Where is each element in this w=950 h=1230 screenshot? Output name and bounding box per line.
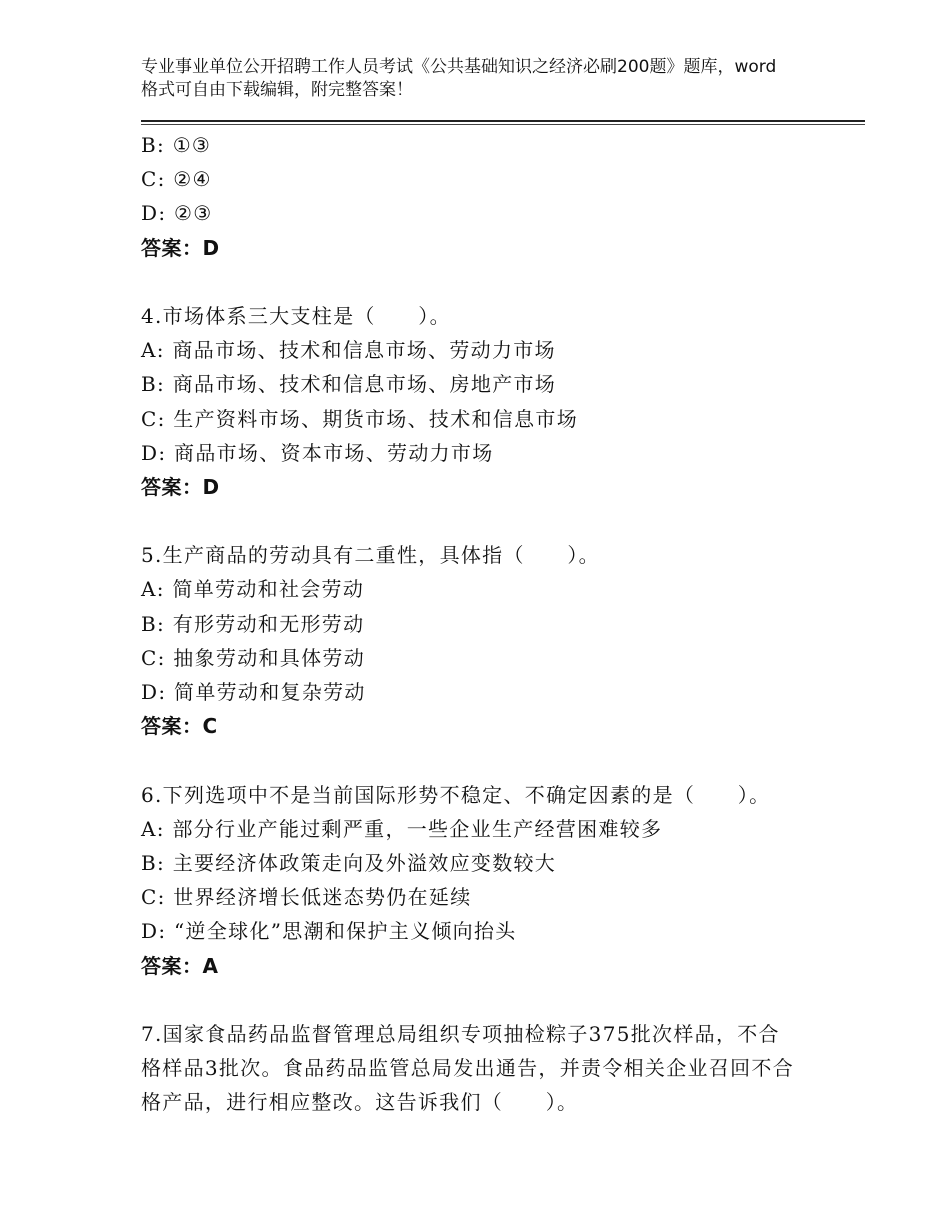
question-4 bbox=[141, 299, 801, 504]
option-a: A: 部分行业产能过剩严重，一些企业生产经营困难较多 bbox=[141, 816, 663, 841]
document-header: 专业事业单位公开招聘工作人员考试《公共基础知识之经济必刷200题》题库，word格式可自由下载编辑，附完整答案！ bbox=[141, 57, 777, 100]
header-rule-thin bbox=[141, 124, 865, 125]
question-stem: 5.生产商品的劳动具有二重性，具体指（ ）。 bbox=[141, 543, 600, 568]
option-b: B: 商品市场、技术和信息市场、房地产市场 bbox=[141, 372, 557, 397]
question-7 bbox=[141, 1017, 801, 1120]
option-d: D: “逆全球化”思潮和保护主义倾向抬头 bbox=[141, 919, 517, 944]
answer-line: 答案：D bbox=[141, 235, 220, 260]
option-d: D: 简单劳动和复杂劳动 bbox=[141, 680, 366, 704]
option-d: D: 商品市场、资本市场、劳动力市场 bbox=[141, 440, 494, 465]
question-content bbox=[141, 128, 801, 1119]
option-d: D: ②③ bbox=[141, 201, 213, 226]
option-c: C: ②④ bbox=[141, 167, 212, 192]
answer-line: 答案：D bbox=[141, 474, 220, 499]
option-b: B: ①③ bbox=[141, 133, 212, 157]
spacer bbox=[141, 504, 801, 538]
spacer bbox=[141, 983, 801, 1017]
question-stem: 4.市场体系三大支柱是（ ）。 bbox=[141, 303, 451, 328]
option-a: A: 简单劳动和社会劳动 bbox=[141, 577, 365, 602]
answer-line: 答案：C bbox=[141, 714, 218, 739]
option-c: C: 抽象劳动和具体劳动 bbox=[141, 645, 365, 670]
answer-line: 答案：A bbox=[141, 953, 219, 978]
question-stem: 6.下列选项中不是当前国际形势不稳定、不确定因素的是（ ）。 bbox=[141, 782, 771, 807]
question-6 bbox=[141, 778, 801, 983]
option-c: C: 生产资料市场、期货市场、技术和信息市场 bbox=[141, 406, 578, 431]
previous-question-tail bbox=[141, 128, 801, 265]
spacer bbox=[141, 743, 801, 777]
spacer bbox=[141, 265, 801, 299]
question-stem: 7.国家食品药品监督管理总局组织专项抽检粽子375批次样品，不合格样品3批次。食品药品监管总局发出通告，并责令相关企业召回不合格产品，进行相应整改。这告诉我们（ ）。 bbox=[141, 1021, 795, 1115]
option-b: B: 主要经济体政策走向及外溢效应变数较大 bbox=[141, 850, 557, 875]
header-rule bbox=[141, 120, 865, 122]
option-a: A: 商品市场、技术和信息市场、劳动力市场 bbox=[141, 338, 556, 363]
question-5 bbox=[141, 538, 801, 743]
option-c: C: 世界经济增长低迷态势仍在延续 bbox=[141, 885, 472, 910]
option-b: B: 有形劳动和无形劳动 bbox=[141, 611, 365, 636]
